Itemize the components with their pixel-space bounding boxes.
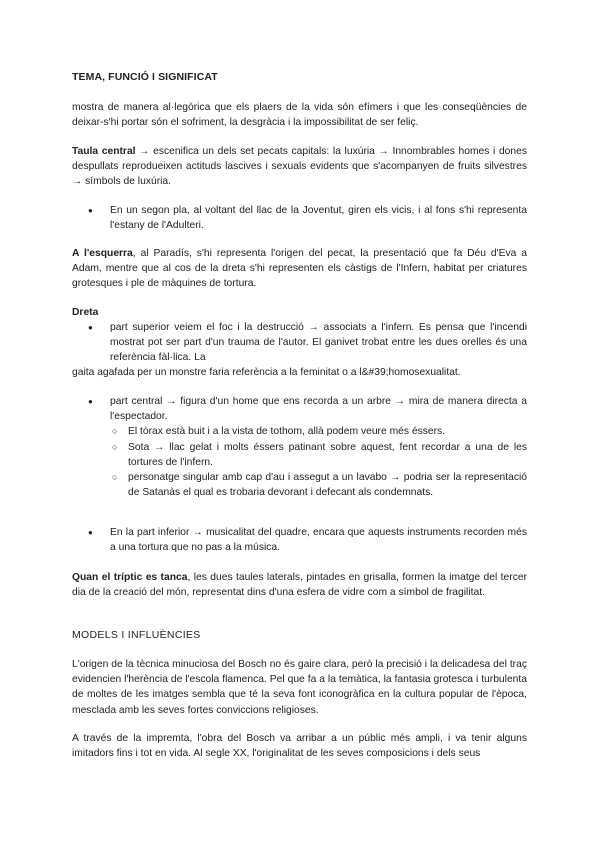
sub-list-item-text: personatge singular amb cap d'au i assegut a un lavabo → podria ser la representació de Satanàs el qual es trobaria devorant i defecant als condemnats. xyxy=(128,472,527,499)
sub-list-item xyxy=(72,424,527,439)
list-item-text: part superior veiem el foc i la destrucció → associats a l'infern. Es pensa que l'incendi mostrat pot ser part d'un trauma de l'autor. El ganivet trobat entre les dues orelles és una referència fàl·lica. La xyxy=(110,322,527,364)
taula-text: → escenifica un dels set pecats capitals: la luxúria → Innombrables homes i dones despullats reprodueixen actituds lascives i sexuals evidents que s'acompanyen de fruits silvestres → símbols de luxúria. xyxy=(72,146,528,188)
sub-list-item xyxy=(72,440,527,470)
dreta-continuation xyxy=(72,365,527,380)
models-paragraph-1 xyxy=(72,657,527,718)
triptic-text: , les dues taules laterals, pintades en grisalla, formen la imatge del tercer dia de la creació del món, representat dins d'una esfera de vidre com a símbol de fragilitat. xyxy=(72,572,527,599)
triptic-label: Quan el tríptic es tanca xyxy=(72,572,188,583)
list-item-text: part central → figura d'un home que ens recorda a un arbre → mira de manera directa a l'espectador. xyxy=(110,396,527,423)
dreta-list-top xyxy=(72,320,527,366)
section-heading xyxy=(72,70,527,85)
sub-list-item-text: El tòrax està buit i a la vista de tothom, allà podem veure més éssers. xyxy=(128,426,446,438)
list-item-text: En un segon pla, al voltant del llac de la Joventut, giren els vicis, i al fons s'hi representa l'estany de l'Adulteri. xyxy=(110,205,527,232)
models-text-2: A través de la impremta, l'obra del Bosch va arribar a un públic més ampli, i va tenir alguns imitadors fins i tot en vida. Al segle XX, l'originalitat de les seves composicions i dels seus xyxy=(72,733,527,760)
taula-list xyxy=(72,203,527,233)
list-item xyxy=(72,525,527,555)
dreta-list-central xyxy=(72,394,527,500)
esquerra-paragraph xyxy=(72,246,527,292)
list-item-text: En la part inferior → musicalitat del quadre, encara que aquests instruments recorden més a una tortura que no pas a la música. xyxy=(110,527,527,554)
dreta-list-bottom xyxy=(72,525,527,555)
taula-paragraph xyxy=(72,144,527,190)
sub-list-item xyxy=(72,470,527,500)
dreta-label: Dreta xyxy=(72,307,99,318)
sub-list-item-text: Sota → llac gelat i molts éssers patinant sobre aquest, fent recordar a una de les tortures de l'infern. xyxy=(128,441,527,468)
models-text-1: L'origen de la tècnica minuciosa del Bosch no és gaire clara, però la precisió i la delicadesa del traç evidencien l'herència de l'escola flamenca. Pel que fa a la temàtica, la fantasia grotesca i turbulenta de moltes de les imatges sembla que té la seva font iconogràfica en la cultura popular de l'època, mesclada amb les seves fortes conviccions religioses. xyxy=(72,659,527,716)
list-item xyxy=(72,203,527,233)
section-heading xyxy=(72,628,527,643)
triptic-paragraph xyxy=(72,570,527,600)
models-paragraph-2 xyxy=(72,731,527,761)
heading-tema: TEMA, FUNCIÓ I SIGNIFICAT xyxy=(72,71,218,83)
heading-models: MODELS I INFLUÈNCIES xyxy=(72,629,201,641)
continuation-text: gaita agafada per un monstre faria referència a la feminitat o a l&#39;homosexualitat. xyxy=(72,367,461,378)
list-item xyxy=(72,394,527,424)
intro-text: mostra de manera al·legòrica que els plaers de la vida són efímers i que les conseqüències de deixar-s'hi portar són el sofriment, la desgràcia i la impossibilitat de ser feliç. xyxy=(72,102,527,129)
esquerra-text: , al Paradís, s'hi representa l'origen del pecat, la presentació que fa Déu d'Eva a Adam, mentre que al cos de la dreta s'hi representen els càstigs de l'Infern, habitat per criatures grotesques i ple de màquines de tortura. xyxy=(72,248,527,290)
list-item xyxy=(72,320,527,366)
dreta-heading xyxy=(72,305,527,320)
taula-label: Taula central xyxy=(72,146,136,157)
esquerra-label: A l'esquerra xyxy=(72,248,133,259)
intro-paragraph xyxy=(72,100,527,130)
